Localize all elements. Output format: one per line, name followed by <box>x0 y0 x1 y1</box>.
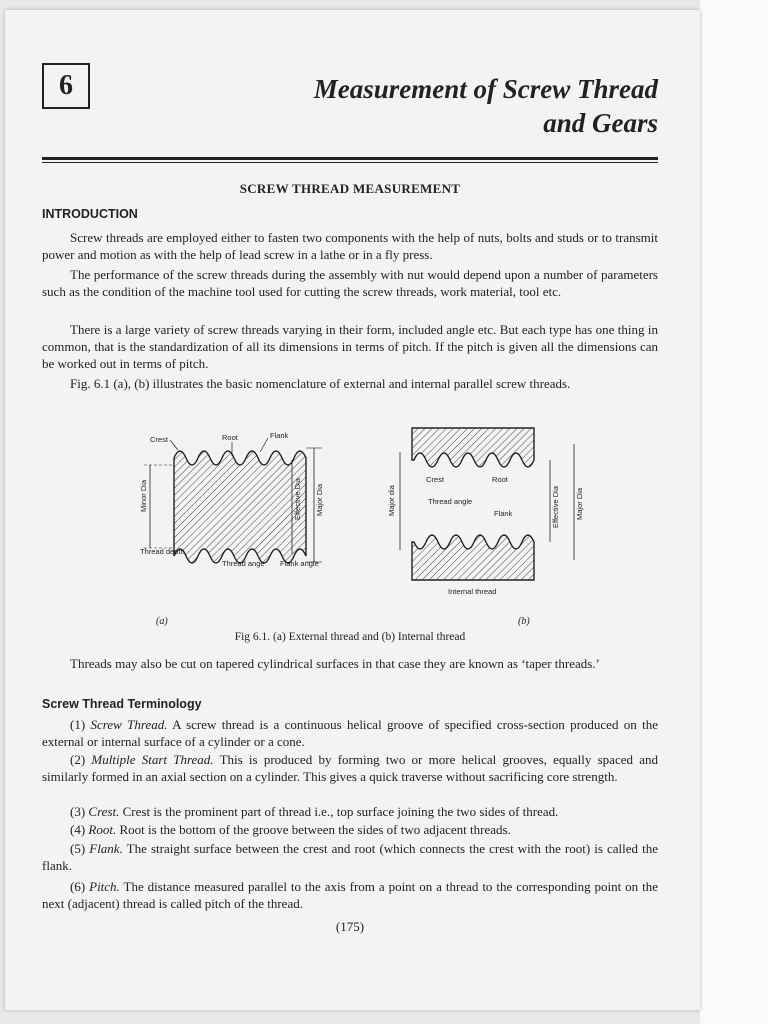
thread-angle-label-a: Thread ange <box>222 559 265 568</box>
term-name: Screw Thread. <box>90 717 168 732</box>
term-text: The straight surface between the crest and root (which connects the crest with the root) is called the flank. <box>42 841 658 873</box>
crest-label-a: Crest <box>150 435 168 444</box>
intro-paragraph-4 <box>42 375 658 392</box>
term-text: This is produced by forming two or more helical grooves, equally spaced and similarly formed in an axial section on a cylinder. This gives a quick traverse without sacrificing core strength. <box>42 752 659 784</box>
title-rule-thick <box>42 157 658 160</box>
effective-dia-label-b: Effective Dia <box>551 486 560 528</box>
sub-label-b: (b) <box>518 616 530 627</box>
intro-p3-text: There is a large variety of screw threads varying in their form, included angle etc. But each type has one thing in common, that is the standardization of all its dimensions in terms of pitch. If the pitch is given all the dimensions can be worked out in terms of pitch. <box>42 322 658 371</box>
background-strip <box>700 0 768 1024</box>
intro-p4-text: Fig. 6.1 (a), (b) illustrates the basic nomenclature of external and internal parallel screw threads. <box>70 376 571 391</box>
chapter-title-line2: and Gears <box>543 108 658 138</box>
internal-thread-label: Internal thread <box>448 587 497 596</box>
term-name: Multiple Start Thread. <box>91 752 214 767</box>
intro-p2-text: The performance of the screw threads during the assembly with nut would depend upon a number of parameters such as the condition of the machine tool used for cutting the screw threads, work material, tool etc. <box>42 267 658 299</box>
term-item-5 <box>42 840 658 874</box>
intro-paragraph-2 <box>42 266 658 300</box>
internal-thread-diagram <box>387 428 584 627</box>
term-num: (4) <box>70 822 86 837</box>
term-name: Flank. <box>89 841 123 856</box>
minor-dia-label: Minor Dia <box>139 479 148 512</box>
term-num: (6) <box>70 879 86 894</box>
intro-paragraph-1 <box>42 229 658 263</box>
term-item-6 <box>42 878 658 912</box>
page-number: (175) <box>335 919 365 934</box>
term-num: (2) <box>70 752 86 767</box>
flank-label-b: Flank <box>494 509 513 518</box>
term-item-1 <box>42 716 658 750</box>
term-text: Root is the bottom of the groove between the sides of two adjacent threads. <box>116 822 511 837</box>
term-item-2 <box>42 751 658 785</box>
root-label-a: Root <box>222 433 238 442</box>
external-thread-diagram <box>139 431 324 627</box>
section-heading: SCREW THREAD MEASUREMENT <box>239 181 461 196</box>
thread-angle-label-b: Thread angle <box>428 497 473 506</box>
thread-depth-label: Thread depth <box>140 547 185 556</box>
flank-angle-label: Flank angle <box>280 559 319 568</box>
root-label-b: Root <box>492 475 508 484</box>
term-text: Crest is the prominent part of thread i.e., top surface joining the two sides of thread. <box>119 804 559 819</box>
chapter-title <box>218 72 658 140</box>
term-name: Root. <box>88 822 117 837</box>
figure-caption: Fig 6.1. (a) External thread and (b) Internal thread <box>234 631 466 643</box>
chapter-number: 6 <box>42 63 90 109</box>
term-num: (3) <box>70 804 86 819</box>
term-item-3 <box>42 803 658 820</box>
flank-label-a: Flank <box>270 431 289 440</box>
crest-label-b: Crest <box>426 475 444 484</box>
sub-label-a: (a) <box>156 616 168 627</box>
terminology-heading: Screw Thread Terminology <box>42 697 202 711</box>
term-text: A screw thread is a continuous helical groove of specified cross-section produced on the external or internal surface of a cylinder or a cone. <box>42 717 658 749</box>
term-text: The distance measured parallel to the axis from a point on a thread to the corresponding point on the next (adjacent) thread is called pitch of the thread. <box>42 879 658 911</box>
term-num: (1) <box>70 717 86 732</box>
term-name: Crest. <box>88 804 120 819</box>
term-name: Pitch. <box>89 879 120 894</box>
thread-figure <box>122 420 602 648</box>
major-dia-label-b-right: Major Dia <box>575 487 584 520</box>
chapter-title-line1: Measurement of Screw Thread <box>313 74 658 104</box>
intro-paragraph-3 <box>42 321 658 372</box>
title-rule-thin <box>42 162 658 163</box>
effective-dia-label-a: Effective Dia <box>293 478 302 520</box>
term-num: (5) <box>70 841 86 856</box>
taper-text: Threads may also be cut on tapered cylindrical surfaces in that case they are known as ‘taper threads.’ <box>70 656 600 671</box>
introduction-heading: INTRODUCTION <box>42 207 138 221</box>
intro-p1-text: Screw threads are employed either to fasten two components with the help of nuts, bolts and studs or to transmit power and motion as with the help of lead screw in a lathe or in a fly press. <box>42 230 658 262</box>
taper-paragraph <box>42 655 658 672</box>
term-item-4 <box>42 821 658 838</box>
major-dia-label-b-left: Major dia <box>387 485 396 516</box>
major-dia-label-a: Major Dia <box>315 483 324 516</box>
